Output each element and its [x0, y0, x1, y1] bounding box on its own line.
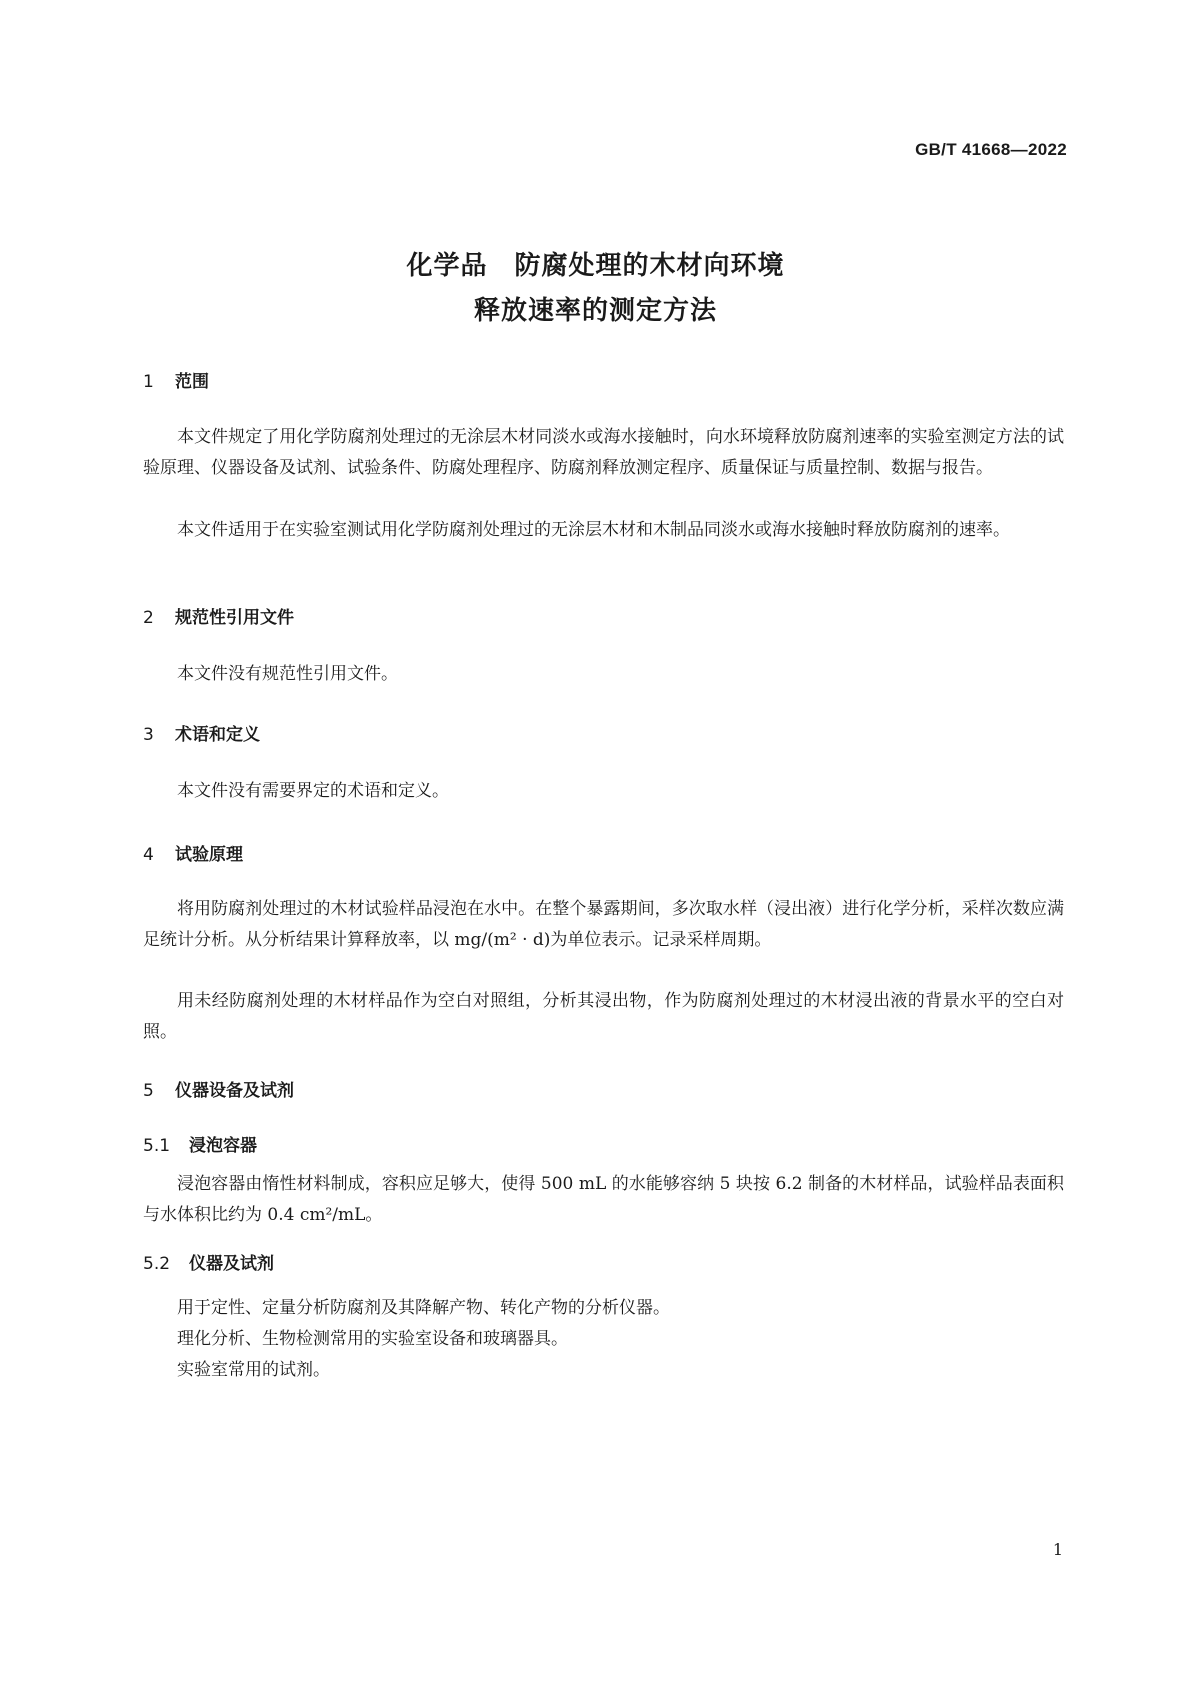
section-5-heading	[143, 1076, 294, 1101]
section-title: 浸泡容器	[189, 1136, 257, 1156]
section-5-2-line-3: 实验室常用的试剂。	[177, 1360, 330, 1380]
section-title: 规范性引用文件	[175, 608, 294, 628]
section-number: 1	[143, 372, 154, 392]
standard-code: GB/T 41668—2022	[915, 140, 1067, 159]
document-title-line-2: 释放速率的测定方法	[473, 296, 717, 326]
section-number: 3	[143, 725, 154, 745]
section-number: 5.1	[143, 1136, 171, 1156]
document-title-line-1: 化学品 防腐处理的木材向环境	[406, 251, 785, 281]
section-title: 范围	[175, 372, 209, 392]
section-1-heading	[143, 367, 209, 392]
section-2-heading	[143, 603, 294, 628]
section-4-paragraph-2: 用未经防腐剂处理的木材样品作为空白对照组，分析其浸出物，作为防腐剂处理过的木材浸出液的背景水平的空白对照。	[143, 991, 1064, 1042]
section-5-1-paragraph-1: 浸泡容器由惰性材料制成，容积应足够大，使得 500 mL 的水能够容纳 5 块按 6.2 制备的木材样品，试验样品表面积与水体积比约为 0.4 cm²/mL。	[143, 1174, 1064, 1225]
section-5-2-line-1: 用于定性、定量分析防腐剂及其降解产物、转化产物的分析仪器。	[177, 1298, 670, 1318]
section-title: 术语和定义	[175, 725, 260, 745]
section-5-2-line-2: 理化分析、生物检测常用的实验室设备和玻璃器具。	[177, 1329, 568, 1349]
section-4-paragraph-1: 将用防腐剂处理过的木材试验样品浸泡在水中。在整个暴露期间，多次取水样（浸出液）进行化学分析，采样次数应满足统计分析。从分析结果计算释放率，以 mg/(m² · d)为单位表示。记录采样周期。	[143, 899, 1064, 950]
section-5-2-heading	[143, 1249, 274, 1274]
section-number: 5	[143, 1081, 154, 1101]
section-5-1-heading	[143, 1131, 257, 1156]
section-number: 2	[143, 608, 154, 628]
page-number: 1	[1052, 1540, 1063, 1559]
section-3-paragraph-1: 本文件没有需要界定的术语和定义。	[177, 781, 449, 801]
section-title: 仪器设备及试剂	[175, 1081, 294, 1101]
section-number: 4	[143, 845, 154, 865]
section-title: 试验原理	[175, 845, 243, 865]
section-1-paragraph-2: 本文件适用于在实验室测试用化学防腐剂处理过的无涂层木材和木制品同淡水或海水接触时释放防腐剂的速率。	[177, 520, 1010, 540]
section-title: 仪器及试剂	[189, 1254, 274, 1274]
section-2-paragraph-1: 本文件没有规范性引用文件。	[177, 664, 398, 684]
section-number: 5.2	[143, 1254, 171, 1274]
section-3-heading	[143, 720, 260, 745]
section-4-heading	[143, 840, 243, 865]
section-1-paragraph-1: 本文件规定了用化学防腐剂处理过的无涂层木材同淡水或海水接触时，向水环境释放防腐剂速率的实验室测定方法的试验原理、仪器设备及试剂、试验条件、防腐处理程序、防腐剂释放测定程序、质量保证与质量控制、数据与报告。	[143, 427, 1064, 478]
